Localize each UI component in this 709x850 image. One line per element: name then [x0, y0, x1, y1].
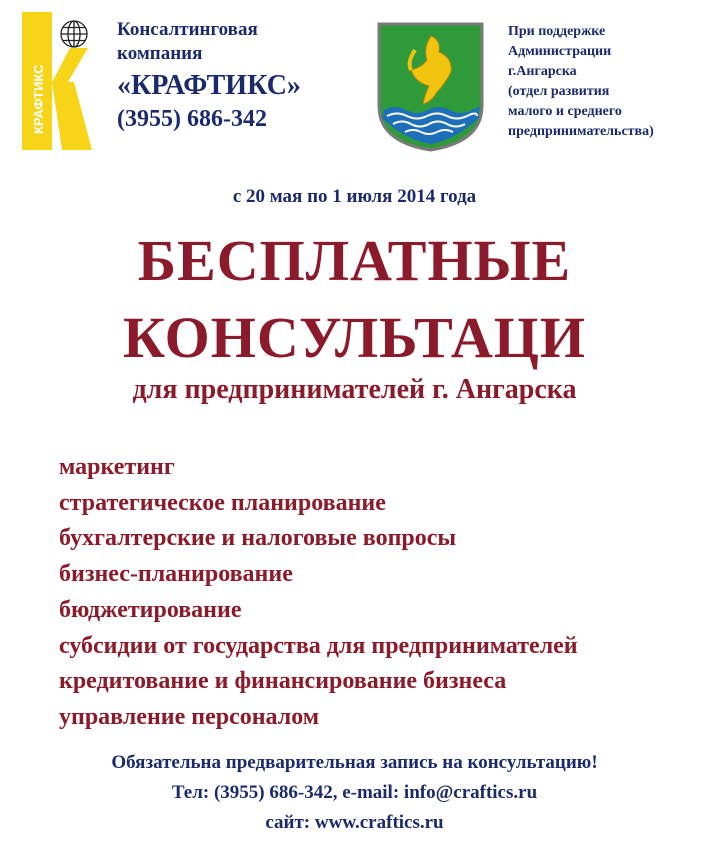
company-line2: компания — [117, 43, 203, 64]
list-item: кредитование и финансирование бизнеса — [59, 668, 507, 695]
company-phone: (3955) 686-342 — [117, 106, 267, 132]
support-line: малого и среднего — [508, 104, 622, 119]
support-block — [508, 22, 654, 142]
company-line1: Консалтинговая — [117, 19, 258, 40]
company-name: «КРАФТИКС» — [117, 70, 301, 101]
support-line: предпринимательства) — [508, 124, 654, 139]
list-item: стратегическое планирование — [59, 489, 386, 516]
headline-line2: КОНСУЛЬТАЦИ — [123, 305, 586, 370]
support-line: г.Ангарска — [508, 64, 577, 79]
support-line: (отдел развития — [508, 84, 610, 99]
date-range: с 20 мая по 1 июля 2014 года — [232, 186, 477, 207]
angarsk-crest-icon — [375, 20, 486, 152]
globe-icon — [61, 21, 87, 47]
list-item: бухгалтерские и налоговые вопросы — [59, 525, 457, 552]
support-line: Администрации — [508, 44, 612, 59]
list-item: бюджетирование — [59, 596, 242, 623]
list-item: бизнес-планирование — [59, 561, 293, 588]
support-line: При поддержке — [508, 24, 606, 39]
services-list — [59, 450, 578, 736]
website-line: сайт: www.craftics.ru — [265, 812, 444, 833]
list-item: маркетинг — [59, 454, 175, 480]
subtitle: для предпринимателей г. Ангарска — [132, 374, 577, 405]
registration-notice: Обязательна предварительная запись на консультацию! — [111, 752, 598, 773]
list-item: управление персоналом — [59, 703, 320, 730]
company-block — [117, 18, 301, 134]
logo-text: КРАФТИКС — [31, 64, 46, 134]
contact-line: Тел: (3955) 686-342, e-mail: info@craftics.ru — [171, 782, 538, 803]
craftics-logo — [22, 12, 92, 150]
list-item: субсидии от государства для предпринимателей — [59, 632, 578, 659]
headline-line1: БЕСПЛАТНЫЕ — [137, 228, 572, 293]
